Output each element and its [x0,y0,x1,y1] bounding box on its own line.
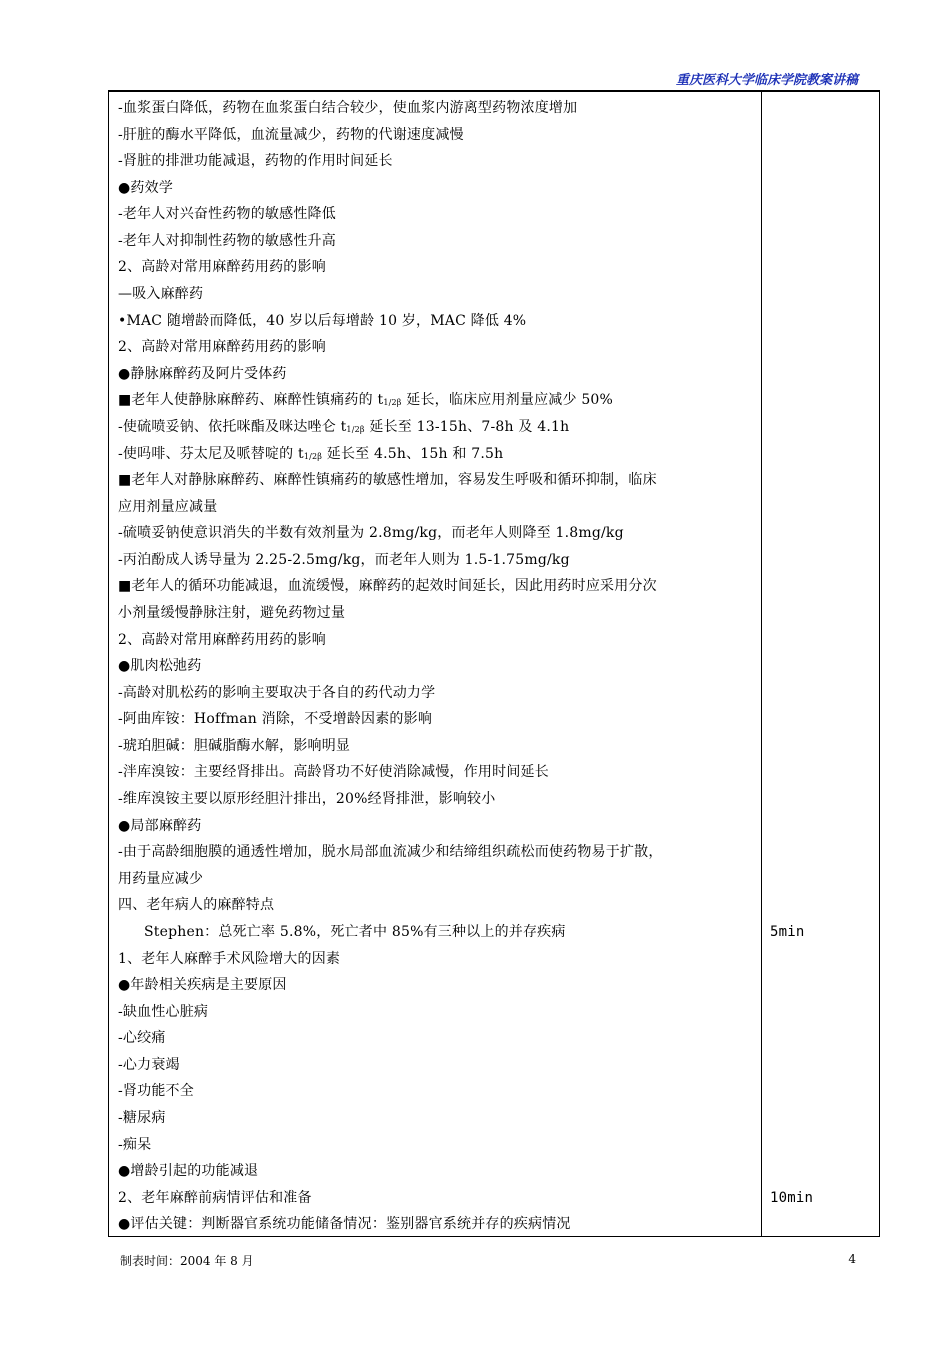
content-line: -肾脏的排泄功能减退，药物的作用时间延长 [118,153,393,170]
content-line: -高龄对肌松药的影响主要取决于各自的药代动力学 [118,684,436,701]
content-line: -由于高龄细胞膜的通透性增加，脱水局部血流减少和结缔组织疏松而使药物易于扩散， [118,844,663,861]
content-line: -缺血性心脏病 [118,1003,209,1020]
content-line: -阿曲库铵：Hoffman 消除，不受增龄因素的影响 [118,711,433,728]
subscript: 1/2β [346,424,365,434]
content-line: •MAC 随增龄而降低，40 岁以后每增龄 10 岁，MAC 降低 4% [118,312,527,329]
content-line: 2、高龄对常用麻醉药用药的影响 [118,339,326,356]
time-note: 5min [770,923,805,940]
content-line: ●药效学 [118,179,174,196]
content-line: -泮库溴铵：主要经肾排出。高龄肾功不好使消除减慢，作用时间延长 [118,764,549,781]
lecture-table [108,92,880,1237]
line-text: -使吗啡、芬太尼及哌替啶的 t [118,445,304,462]
content-line: 四、老年病人的麻醉特点 [118,897,275,914]
content-line [118,441,756,468]
footer-date: 制表时间：2004 年 8 月 [120,1254,254,1268]
line-text: -使硫喷妥钠、依托咪酯及咪达唑仑 t [118,418,347,435]
content-line: -丙泊酚成人诱导量为 2.25-2.5mg/kg，而老年人则为 1.5-1.75mg/kg [118,551,570,568]
content-line: Stephen：总死亡率 5.8%，死亡者中 85%有三种以上的并存疾病 [144,923,566,940]
content-line: -心绞痛 [118,1030,166,1047]
page-number: 4 [848,1252,856,1266]
line-text: 延长至 13-15h、7-8h 及 4.1h [364,418,570,435]
content-line: -老年人对抑制性药物的敏感性升高 [118,232,336,249]
content-line: -老年人对兴奋性药物的敏感性降低 [118,206,336,223]
subscript: 1/2β [383,398,402,408]
content-line: 小剂量缓慢静脉注射，避免药物过量 [118,604,346,621]
lecture-content-column [118,95,756,1238]
content-line: -肾功能不全 [118,1083,194,1100]
content-line: ●静脉麻醉药及阿片受体药 [118,365,287,382]
content-line: 2、高龄对常用麻醉药用药的影响 [118,259,326,276]
content-line: -肝脏的酶水平降低，血流量减少，药物的代谢速度减慢 [118,126,464,143]
time-note: 10min [770,1189,814,1206]
time-column [770,95,870,1238]
content-line: ■老年人对静脉麻醉药、麻醉性镇痛药的敏感性增加，容易发生呼吸和循环抑制，临床 [118,472,657,489]
line-text: 延长至 4.5h、15h 和 7.5h [322,445,504,462]
subscript: 1/2β [303,451,323,461]
content-line: 1、老年人麻醉手术风险增大的因素 [118,950,341,967]
content-line: ●局部麻醉药 [118,817,202,834]
content-line: -硫喷妥钠使意识消失的半数有效剂量为 2.8mg/kg，而老年人则降至 1.8mg/kg [118,525,624,542]
content-line: -血浆蛋白降低，药物在血浆蛋白结合较少，使血浆内游离型药物浓度增加 [118,100,578,116]
content-line: -糖尿病 [118,1109,166,1126]
content-line [118,414,756,441]
line-text: 延长，临床应用剂量应减少 50% [401,392,614,409]
content-line: -心力衰竭 [118,1056,180,1073]
content-line [118,387,756,414]
content-line: ●评估关键：判断器官系统功能储备情况：鉴别器官系统并存的疾病情况 [118,1216,571,1233]
content-line: —吸入麻醉药 [118,286,204,303]
content-line: ■老年人的循环功能减退，血流缓慢，麻醉药的起效时间延长，因此用药时应采用分次 [118,578,657,595]
line-text: ■老年人使静脉麻醉药、麻醉性镇痛药的 t [118,392,384,409]
content-line: -维库溴铵主要以原形经胆汁排出，20%经肾排泄，影响较小 [118,791,496,808]
content-line: ●肌肉松弛药 [118,658,202,675]
content-line: ●年龄相关疾病是主要原因 [118,977,287,994]
content-line: 2、老年麻醉前病情评估和准备 [118,1189,312,1206]
content-line: 用药量应减少 [118,870,204,887]
content-line: 2、高龄对常用麻醉药用药的影响 [118,631,326,648]
content-line: -琥珀胆碱：胆碱脂酶水解，影响明显 [118,737,351,754]
content-line: 应用剂量应减量 [118,498,218,515]
column-divider [761,92,762,1236]
content-line: ●增龄引起的功能减退 [118,1163,259,1180]
content-line: -痴呆 [118,1136,152,1153]
page-header-title: 重庆医科大学临床学院教案讲稿 [675,73,858,88]
